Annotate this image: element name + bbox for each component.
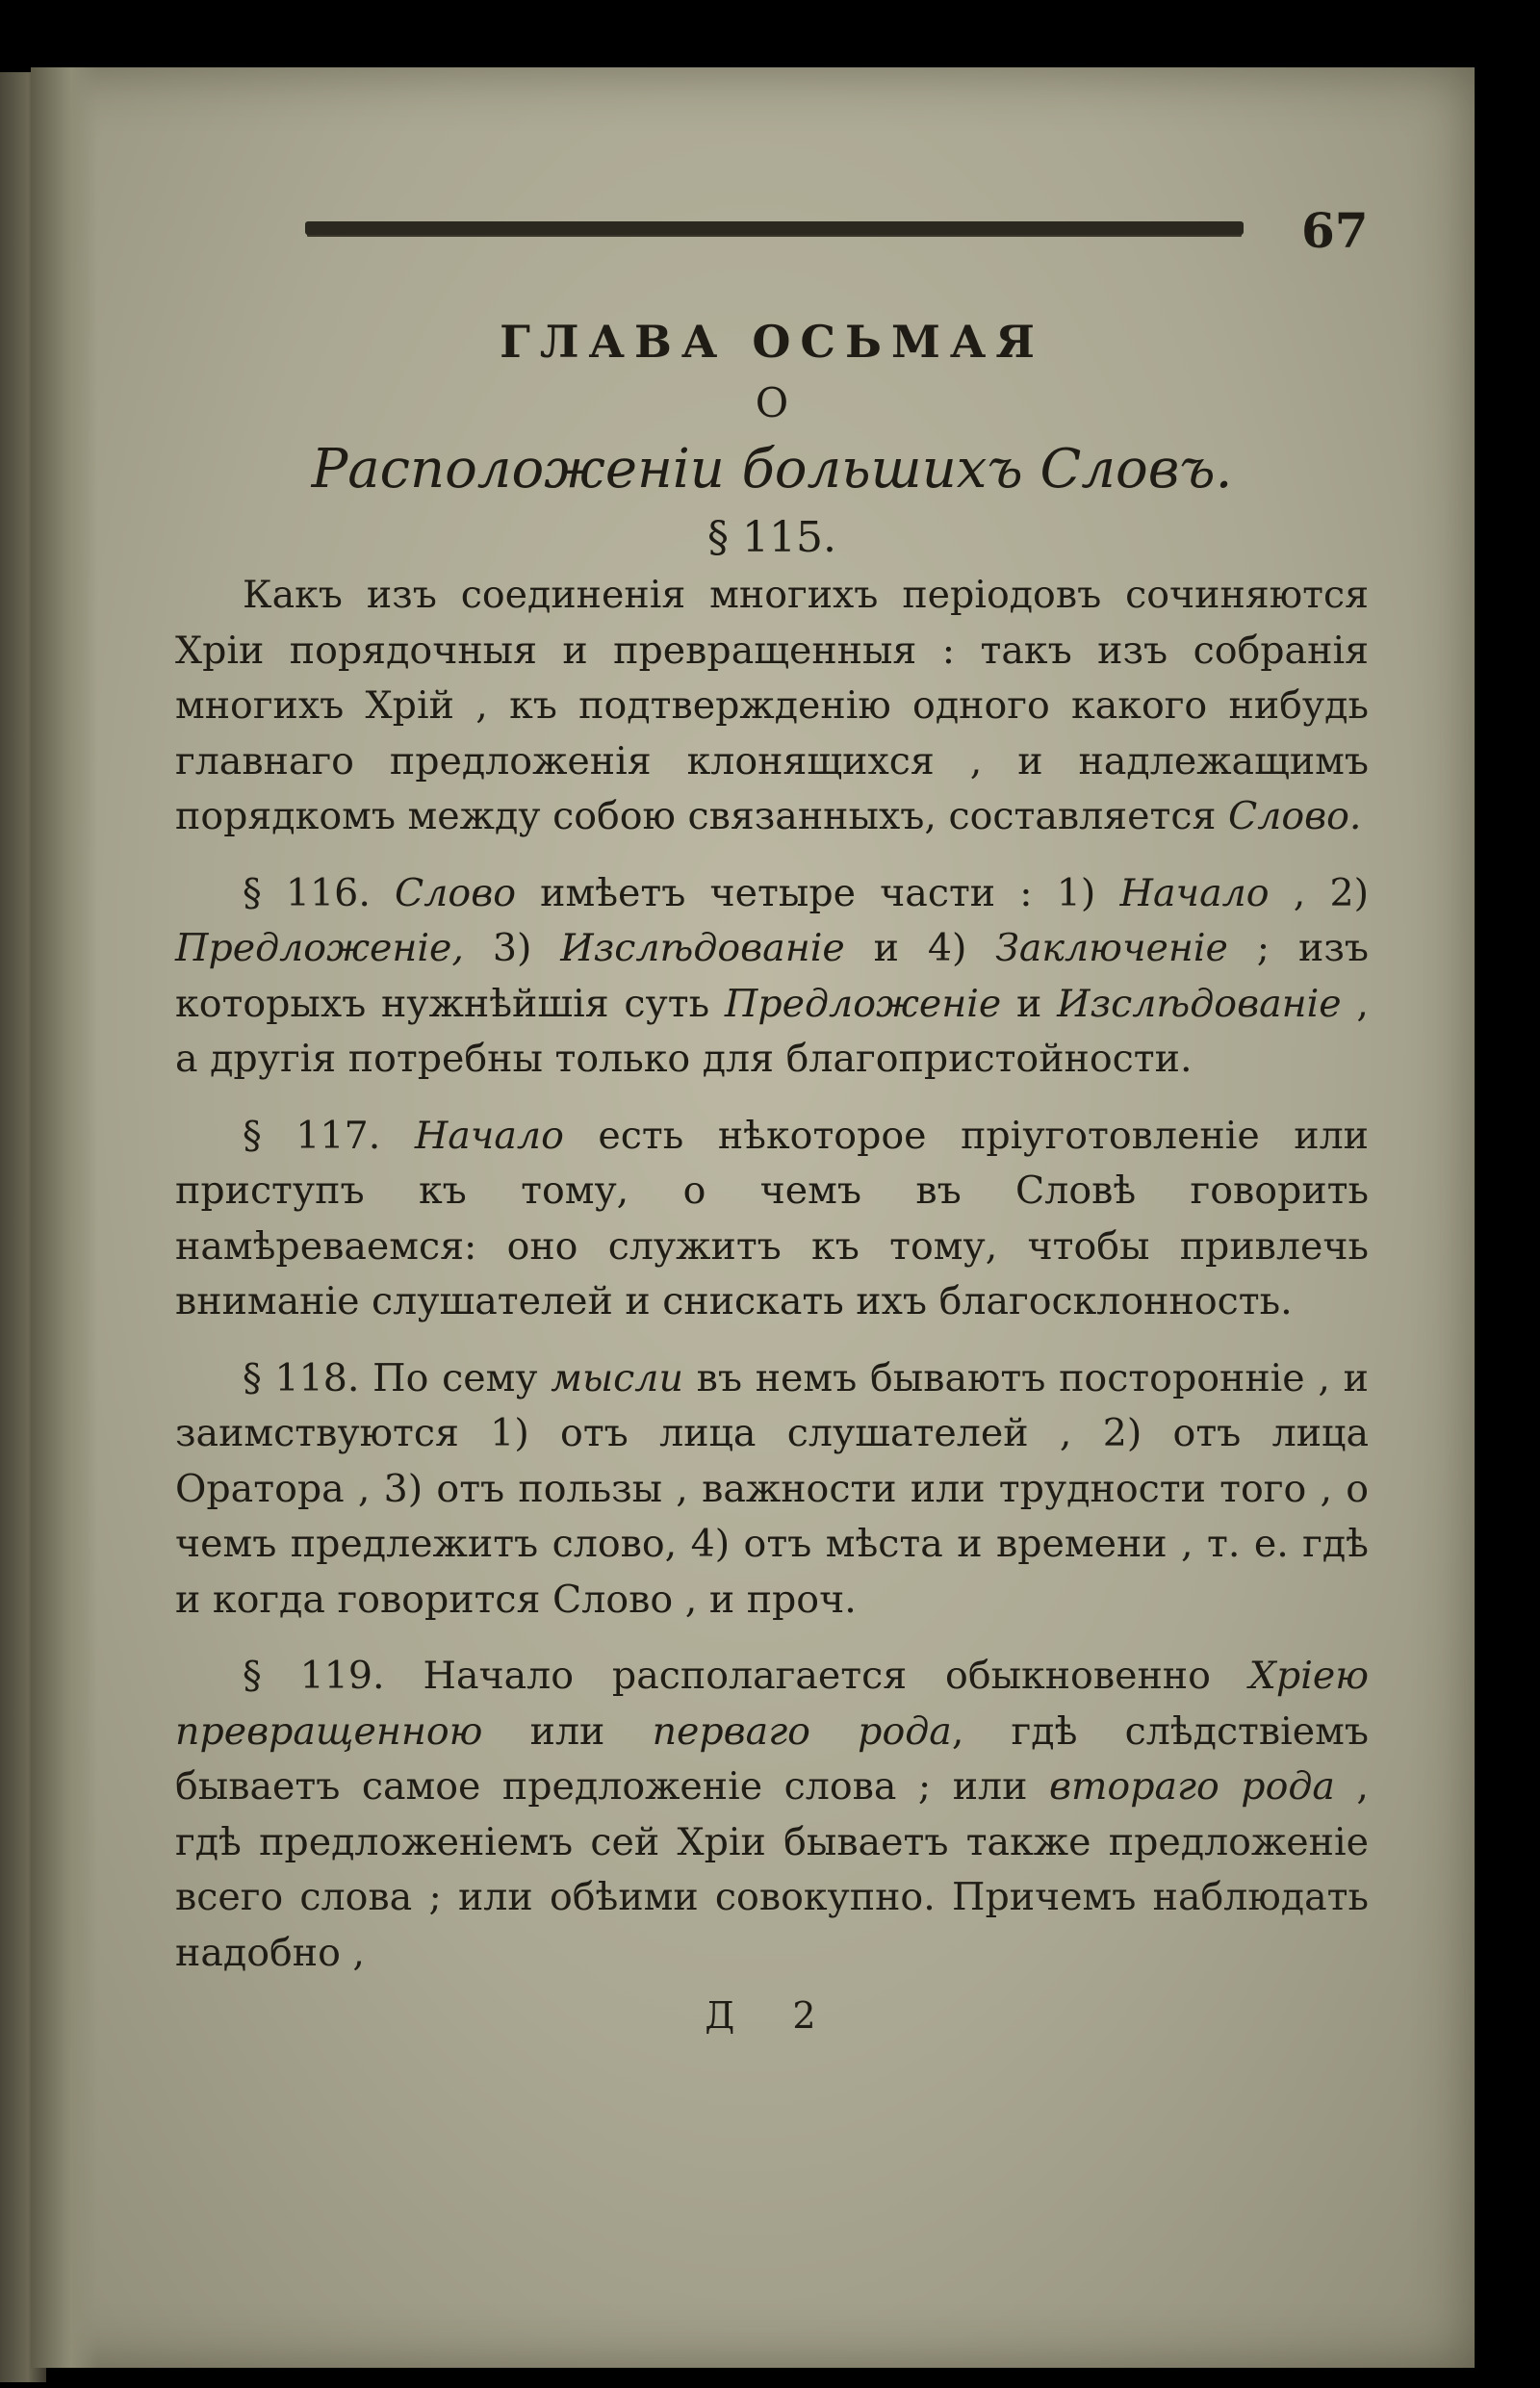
text-run: § 118. По сему	[243, 1355, 552, 1400]
paragraphs	[175, 568, 1369, 1981]
italic-run: Слово.	[1227, 794, 1362, 838]
chapter-about: О	[755, 379, 789, 426]
italic-run: перваго рода	[652, 1708, 952, 1754]
book-page	[31, 67, 1475, 2368]
page-text	[175, 308, 1369, 2037]
page-number: 67	[1301, 202, 1369, 259]
text-run: и 4)	[844, 926, 996, 970]
text-run: , гдѣ предложеніемъ сей Хріи бываетъ также предложеніе всего слова ; или обѣими совокупно. Причемъ наблюдать надобно ,	[175, 1764, 1369, 1975]
paragraph	[175, 568, 1369, 845]
text-run: или	[482, 1708, 653, 1754]
text-run: § 119. Начало располагается обыкновенно	[243, 1654, 1249, 1698]
italic-run: Заключеніе	[995, 926, 1228, 970]
italic-run: Предложеніе,	[175, 926, 464, 970]
section-mark: § 115.	[707, 513, 836, 562]
text-run: , 2)	[1269, 870, 1369, 915]
text-run: есть нѣкоторое пріуготовленіе или приступъ къ тому, о чемъ въ Словѣ говорить намѣреваемся: оно служитъ къ тому, чтобы привлечь вниманіе слушателей и снискать ихъ благосклонность.	[175, 1113, 1370, 1323]
italic-run: Начало	[1119, 870, 1270, 915]
paragraph	[175, 1649, 1369, 1981]
paragraph	[175, 866, 1369, 1088]
text-run: и	[1001, 981, 1058, 1026]
text-run: , а другія потребны только для благопристойности.	[175, 981, 1369, 1081]
paragraph	[175, 1351, 1369, 1629]
italic-run: Изслѣдованіе	[1057, 981, 1342, 1026]
text-run: 3)	[463, 926, 561, 970]
chapter-subject: Расположеніи большихъ Словъ.	[311, 438, 1233, 501]
text-run: ; изъ которыхъ нужнѣйшія суть	[175, 926, 1369, 1026]
paragraph	[175, 1109, 1369, 1330]
text-run: имѣетъ четыре части : 1)	[515, 870, 1120, 915]
italic-run: Изслѣдованіе	[560, 926, 845, 970]
text-run: § 116.	[243, 870, 396, 915]
chapter-title: ГЛАВА ОСЬМАЯ	[500, 316, 1044, 368]
italic-run: Предложеніе	[724, 981, 1002, 1026]
italic-run: втораго рода	[1048, 1764, 1335, 1809]
text-run: § 117.	[243, 1113, 415, 1158]
italic-run: Хріею превращенною	[175, 1654, 1369, 1754]
signature-mark: Д 2	[705, 1994, 839, 2037]
text-run: , гдѣ слѣдствіемъ бываетъ самое предложеніе слова ; или	[175, 1708, 1370, 1809]
italic-run: Начало	[414, 1113, 564, 1158]
italic-run: Слово	[395, 870, 516, 915]
text-run: въ немъ бываютъ посторонніе , и заимствуются 1) отъ лица слушателей , 2) отъ лица Оратора , 3) отъ пользы , важности или трудности того , о чемъ предлежитъ слово, 4) отъ мѣста и времени , т. е. гдѣ и когда говорится Слово , и проч.	[175, 1355, 1369, 1622]
page-gutter	[31, 67, 98, 2368]
header-rule	[305, 221, 1244, 235]
text-run: Какъ изъ соединенія многихъ періодовъ сочиняются Хріи порядочныя и превращенныя : такъ изъ собранія многихъ Хрій , къ подтвержденію одного какого нибудь главнаго предложенія клонящихся , и надлежащимъ порядкомъ между собою связанныхъ, составляется	[175, 573, 1369, 838]
italic-run: мысли	[551, 1355, 683, 1400]
